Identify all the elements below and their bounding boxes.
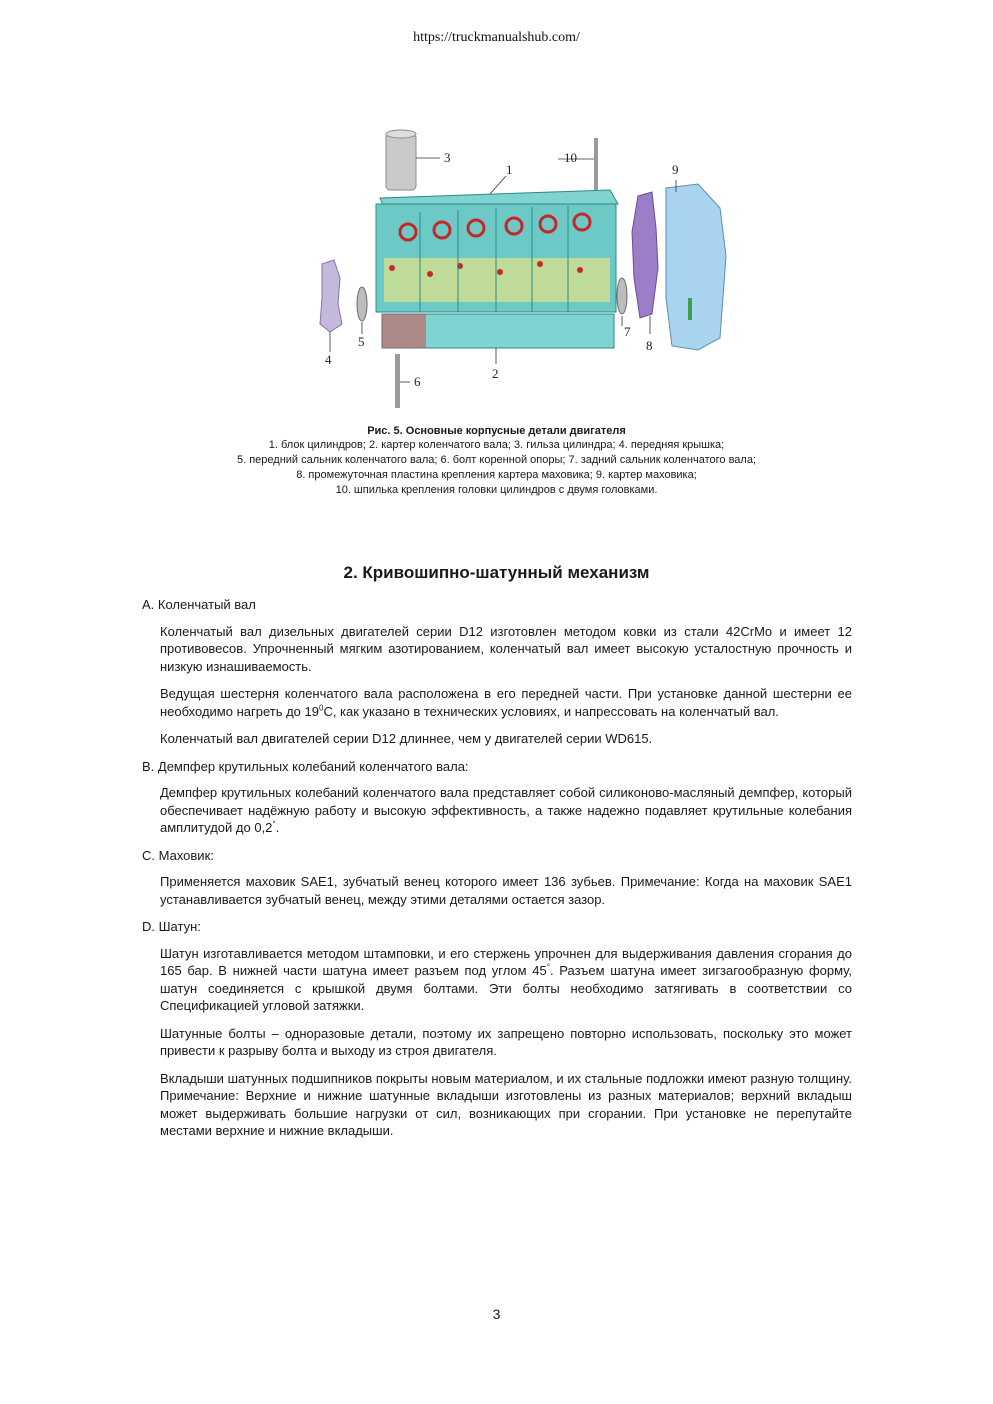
callout-7: 7 [624, 324, 631, 339]
text-run: . Разъем шатуна имеет зигзагообразную форму, шатун соединяется с крышкой двумя болтами. Эти болты необходимо затягивать в соответствии со Спецификацией угловой затяжки. [160, 963, 852, 1013]
caption-title: Рис. 5. Основные корпусные детали двигателя [367, 425, 626, 437]
caption-line: 10. шпилька крепления головки цилиндров с двумя головками. [335, 484, 658, 496]
front-cover [320, 260, 342, 332]
callout-1: 1 [506, 162, 513, 177]
paragraph [160, 784, 852, 837]
callout-2: 2 [492, 366, 499, 381]
rear-oil-seal [617, 278, 627, 314]
main-bearing-bolt [395, 354, 400, 408]
callout-3: 3 [444, 150, 451, 165]
paragraph: Шатунные болты – одноразовые детали, поэтому их запрещено повторно использовать, поскольку это может привести к разрыву болта и выходу из строя двигателя. [160, 1025, 852, 1058]
paragraph: Применяется маховик SAE1, зубчатый венец которого имеет 136 зубьев. Примечание: Когда на маховик SAE1 устанавливается зубчатый венец, между этими деталями остается зазор. [160, 874, 852, 907]
superscript: 0 [318, 703, 324, 713]
callout-9: 9 [672, 162, 679, 177]
header-url: https://truckmanualshub.com/ [413, 30, 580, 45]
cylinder-liner [386, 130, 416, 190]
superscript: ° [546, 962, 550, 972]
cylinder-block [376, 190, 618, 312]
callout-6: 6 [414, 374, 421, 389]
callout-10: 10 [564, 150, 577, 165]
figure-caption [0, 424, 993, 498]
engine-exploded-illustration [300, 128, 760, 418]
subsection-heading-damper: B. Демпфер крутильных колебаний коленчатого вала: [142, 758, 469, 774]
paragraph [160, 685, 852, 720]
page-number: 3 [492, 1306, 501, 1322]
paragraph: Вкладыши шатунных подшипников покрыты новым материалом, и их стальные подложки имеют разную толщину. Примечание: Верхние и нижние шатунные вкладыши изготовлены из разных материалов; верхний вкладыш может выдерживать большие нагрузки от сил, возникающих при сгорании. При установке не перепутайте местами верхние и нижние вкладыши. [160, 1070, 852, 1138]
flywheel-housing [666, 184, 726, 350]
text-run: Демпфер крутильных колебаний коленчатого вала представляет собой силиконово-масляный демпфер, который обеспечивает надёжную работу и высокую эффективность, а также надежно подавляет крутильные колебания амплитудой до 0,2 [160, 785, 852, 835]
front-oil-seal [357, 287, 367, 321]
subsection-heading-flywheel: C. Маховик: [142, 847, 214, 863]
intermediate-plate [632, 192, 658, 318]
crankcase [382, 314, 614, 348]
caption-line: 8. промежуточная пластина крепления картера маховика; 9. картер маховика; [296, 469, 697, 481]
caption-line: 1. блок цилиндров; 2. картер коленчатого вала; 3. гильза цилиндра; 4. передняя крышка; [268, 439, 725, 451]
superscript: ° [272, 819, 276, 829]
callout-8: 8 [646, 338, 653, 353]
paragraph: Коленчатый вал двигателей серии D12 длиннее, чем у двигателей серии WD615. [160, 731, 653, 746]
engine-parts-figure [300, 128, 760, 418]
caption-line: 5. передний сальник коленчатого вала; 6. болт коренной опоры; 7. задний сальник коленчатого вала; [236, 454, 756, 466]
text-run: С, как указано в технических условиях, и напрессовать на коленчатый вал. [323, 703, 779, 719]
callout-5: 5 [358, 334, 365, 349]
section-title: 2. Кривошипно-шатунный механизм [343, 563, 650, 582]
text-run: Ведущая шестерня коленчатого вала расположена в его передней части. При установке данной шестерни ее необходимо нагреть до 19 [160, 686, 852, 719]
section-content [142, 596, 852, 1150]
text-run: Шатун изготавливается методом штамповки, и его стержень упрочнен для выдерживания давления сгорания до 165 бар. В нижней части шатуна имеет разъем под углом 45 [160, 945, 852, 978]
callout-4: 4 [325, 352, 332, 367]
paragraph [160, 945, 852, 1015]
subsection-heading-connecting-rod: D. Шатун: [142, 919, 201, 934]
subsection-heading-crankshaft: A. Коленчатый вал [142, 597, 256, 612]
text-run: . [275, 820, 280, 835]
paragraph: Коленчатый вал дизельных двигателей серии D12 изготовлен методом ковки из стали 42CrMo и имеет 12 противовесов. Упрочненный мягким азотированием, коленчатый вал имеет высокую усталостную прочность и низкую изнашиваемость. [160, 623, 852, 674]
